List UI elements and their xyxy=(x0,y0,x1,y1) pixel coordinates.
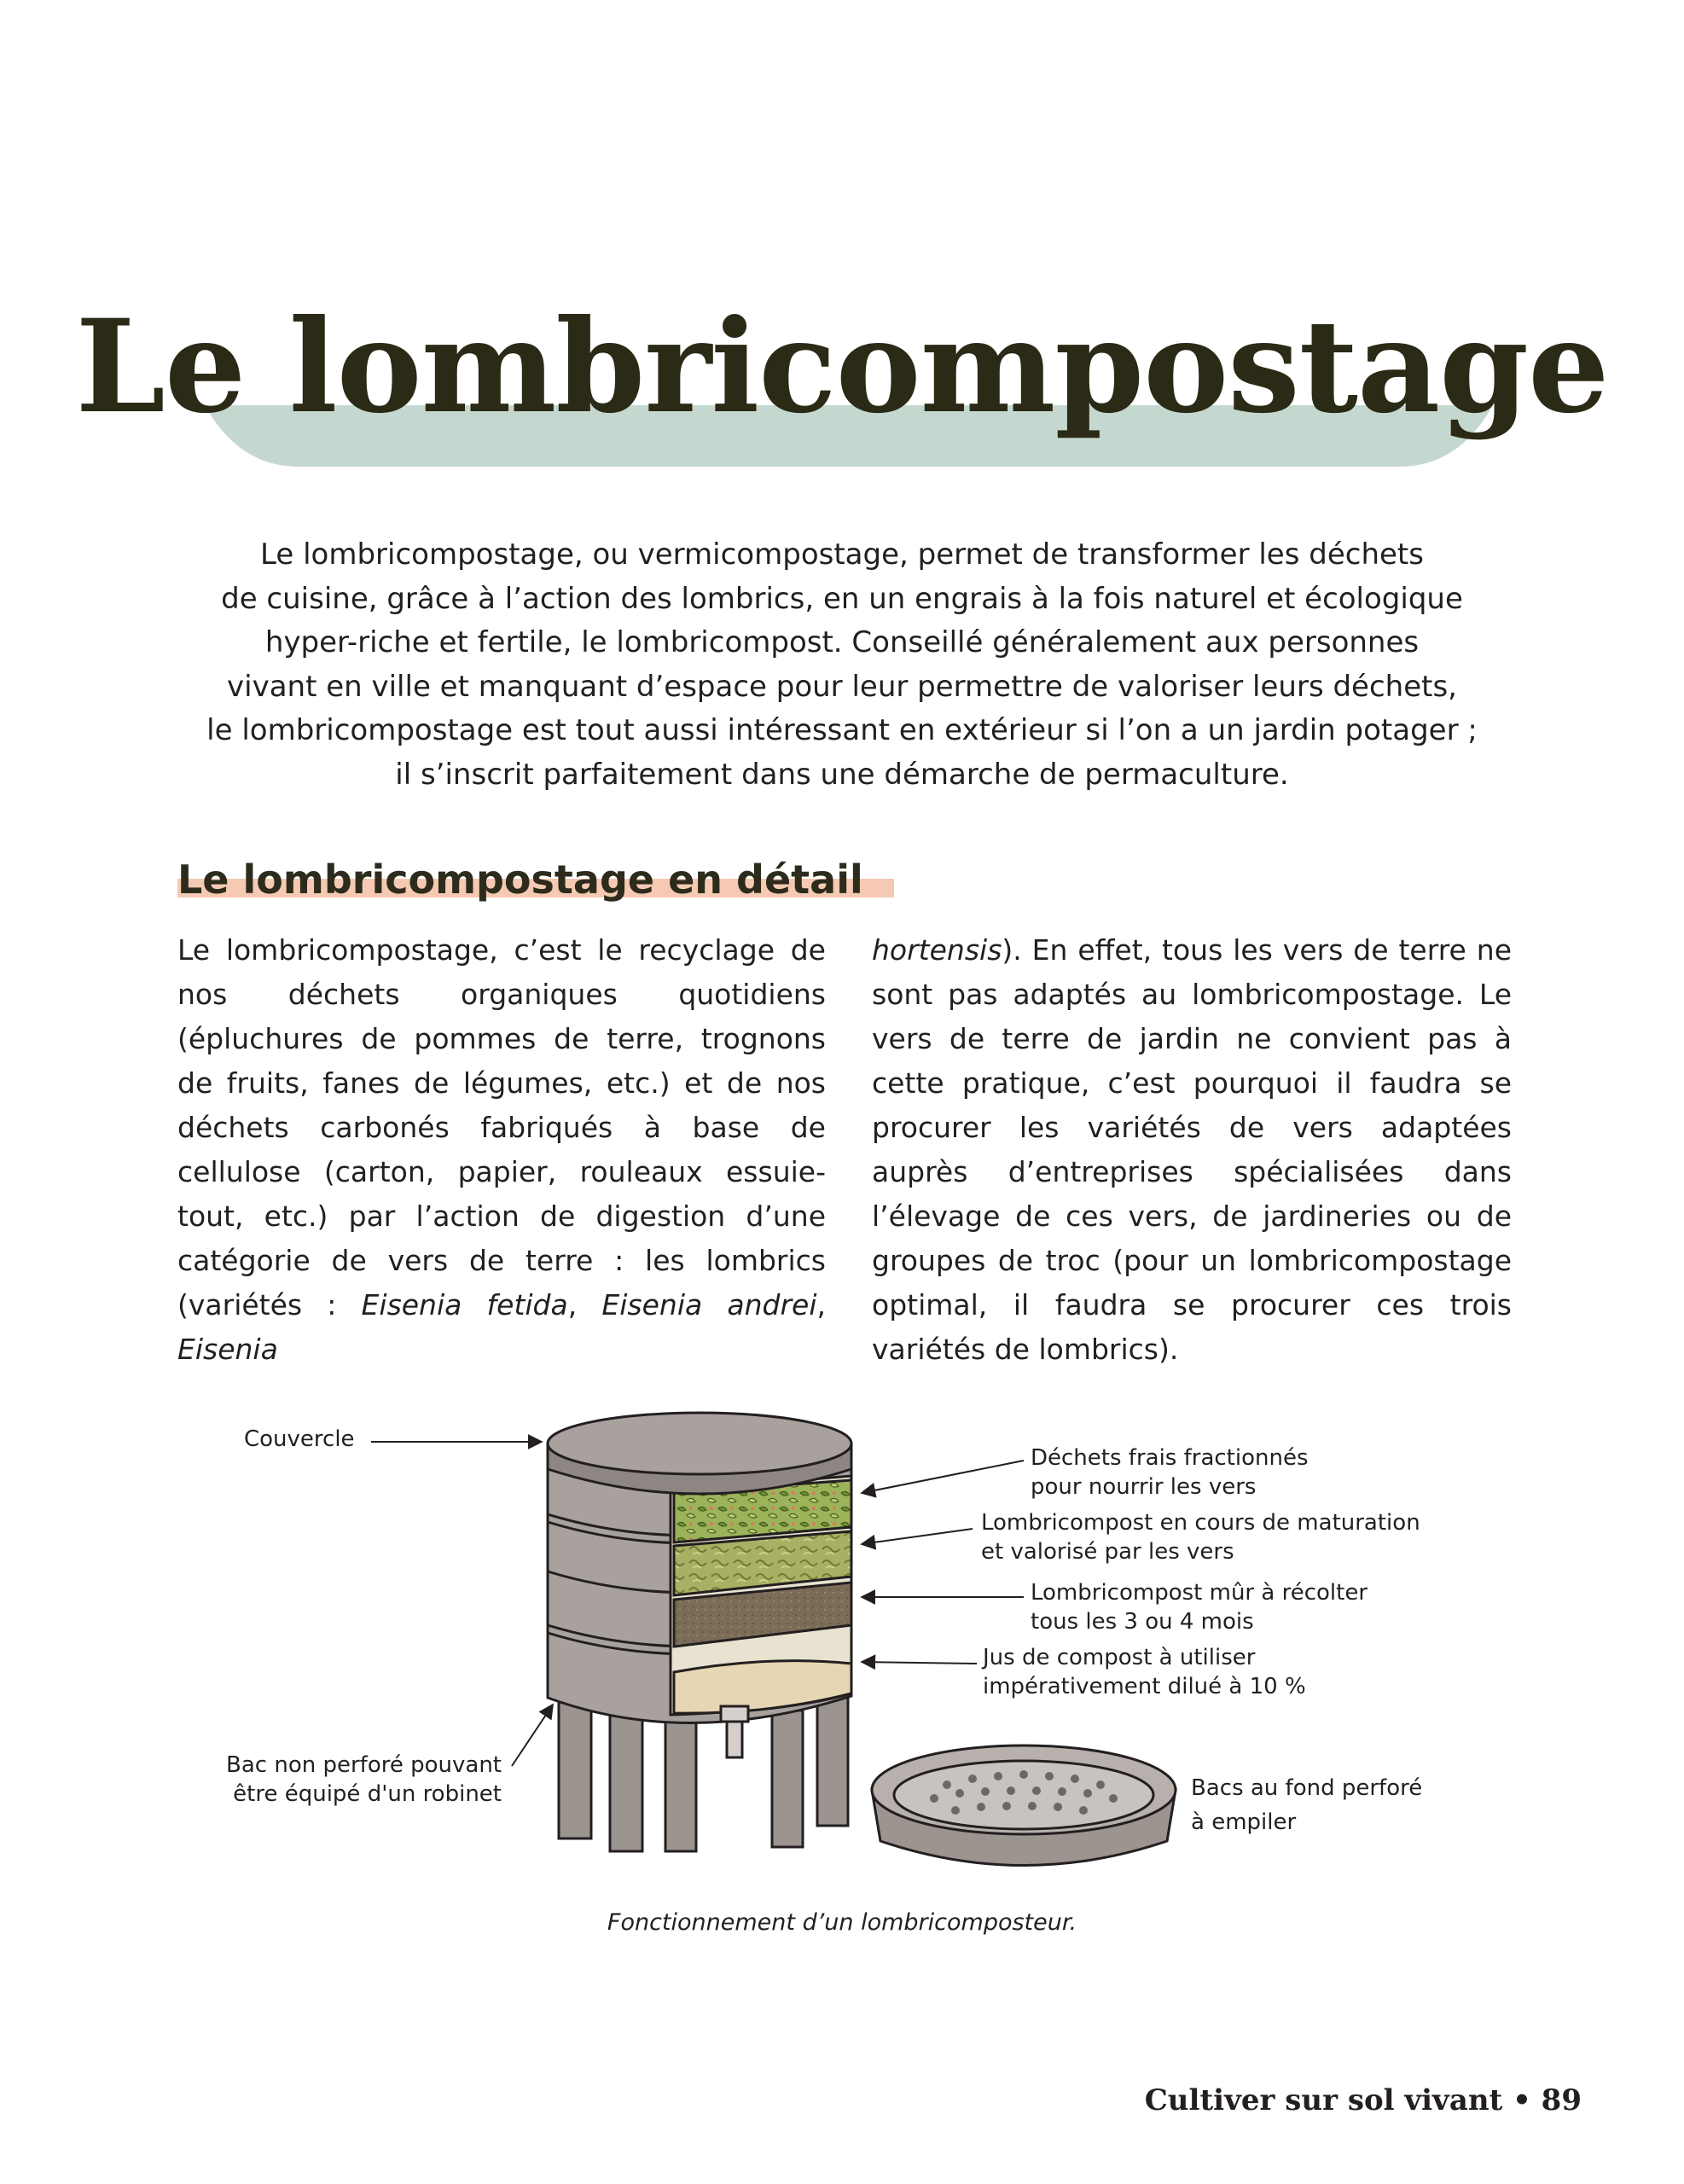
label-line: Bacs au fond perforé xyxy=(1191,1775,1423,1801)
page-title: Le lombricompostage xyxy=(75,292,1609,442)
label-line: et valorisé par les vers xyxy=(981,1539,1234,1565)
label-line: Déchets frais fractionnés xyxy=(1031,1445,1309,1471)
label-lombricompost-maturation xyxy=(981,1508,1420,1566)
label-bac-non-perfore xyxy=(179,1751,502,1809)
label-dechets-frais xyxy=(1031,1443,1309,1502)
body-paragraph-right xyxy=(872,928,1512,1372)
intro-line: le lombricompostage est tout aussi intéressant en extérieur si l’on a un jardin potager ; xyxy=(206,713,1478,748)
intro-line: il s’inscrit parfaitement dans une démarche de permaculture. xyxy=(395,757,1289,792)
page-footer: Cultiver sur sol vivant • 89 xyxy=(1144,2083,1582,2117)
label-bacs-perfores xyxy=(1191,1771,1422,1839)
body-text: ). En effet, tous les vers de terre ne sont pas adaptés au lombricompostage. Le vers de terre de jardin ne convient pas à cette pratique, c’est pourquoi il faudra se procurer les variétés de vers adaptées auprès d’entreprises spécialisées dans l’élevage de ces vers, de jardineries ou de groupes de troc (pour un lombricompostage optimal, il faudra se procurer ces trois variétés de lombrics). xyxy=(872,933,1512,1366)
body-paragraph-left xyxy=(177,928,826,1372)
label-line: pour nourrir les vers xyxy=(1031,1474,1257,1500)
section-heading: Le lombricompostage en détail xyxy=(177,857,863,903)
bin-lid xyxy=(548,1413,851,1494)
body-text: Le lombricompostage, c’est le recyclage de nos déchets organiques quotidiens (épluchures de pommes de terre, trognons de fruits, fanes de légumes, etc.) et de nos déchets carbonés fabriqués à base de cellulose (carton, papier, rouleaux essuie-tout, etc.) par l’action de digestion d’une catégorie de vers de terre : les lombrics (variétés : xyxy=(177,933,826,1321)
label-lombricompost-mur xyxy=(1031,1578,1368,1636)
bin-tap xyxy=(721,1706,748,1757)
label-line: Bac non perforé pouvant xyxy=(226,1752,502,1778)
separator: , xyxy=(816,1288,826,1321)
label-line: être équipé d'un robinet xyxy=(233,1781,502,1807)
perforated-tray xyxy=(872,1745,1176,1866)
label-line: à empiler xyxy=(1191,1809,1297,1835)
species-name: Eisenia andrei xyxy=(601,1288,817,1321)
body-column-left xyxy=(177,928,826,1372)
species-name: Eisenia fetida xyxy=(361,1288,568,1321)
intro-line: hyper-riche et fertile, le lombricompost. Conseillé généralement aux personnes xyxy=(264,625,1420,660)
figure-caption: Fonctionnement d’un lombricomposteur. xyxy=(607,1909,1077,1936)
label-line: Jus de compost à utiliser xyxy=(983,1645,1256,1670)
separator: , xyxy=(567,1288,602,1321)
label-line: Lombricompost mûr à récolter xyxy=(1031,1580,1368,1606)
vermicomposter-illustration xyxy=(0,1399,1684,1894)
label-jus-compost xyxy=(983,1643,1306,1701)
label-line: tous les 3 ou 4 mois xyxy=(1031,1609,1254,1635)
label-line: impérativement dilué à 10 % xyxy=(983,1674,1306,1699)
body-column-right xyxy=(872,928,1512,1372)
intro-line: Le lombricompostage, ou vermicompostage, permet de transformer les déchets xyxy=(260,537,1424,572)
bin-body xyxy=(548,1469,851,1723)
label-couvercle: Couvercle xyxy=(244,1426,355,1452)
species-name: hortensis xyxy=(872,933,1002,967)
label-line: Lombricompost en cours de maturation xyxy=(981,1510,1420,1536)
intro-line: vivant en ville et manquant d’espace pour leur permettre de valoriser leurs déchets, xyxy=(227,669,1457,704)
intro-paragraph xyxy=(171,533,1513,798)
species-name: Eisenia xyxy=(177,1333,278,1366)
intro-line: de cuisine, grâce à l’action des lombrics, en un engrais à la fois naturel et écologique xyxy=(221,581,1463,616)
